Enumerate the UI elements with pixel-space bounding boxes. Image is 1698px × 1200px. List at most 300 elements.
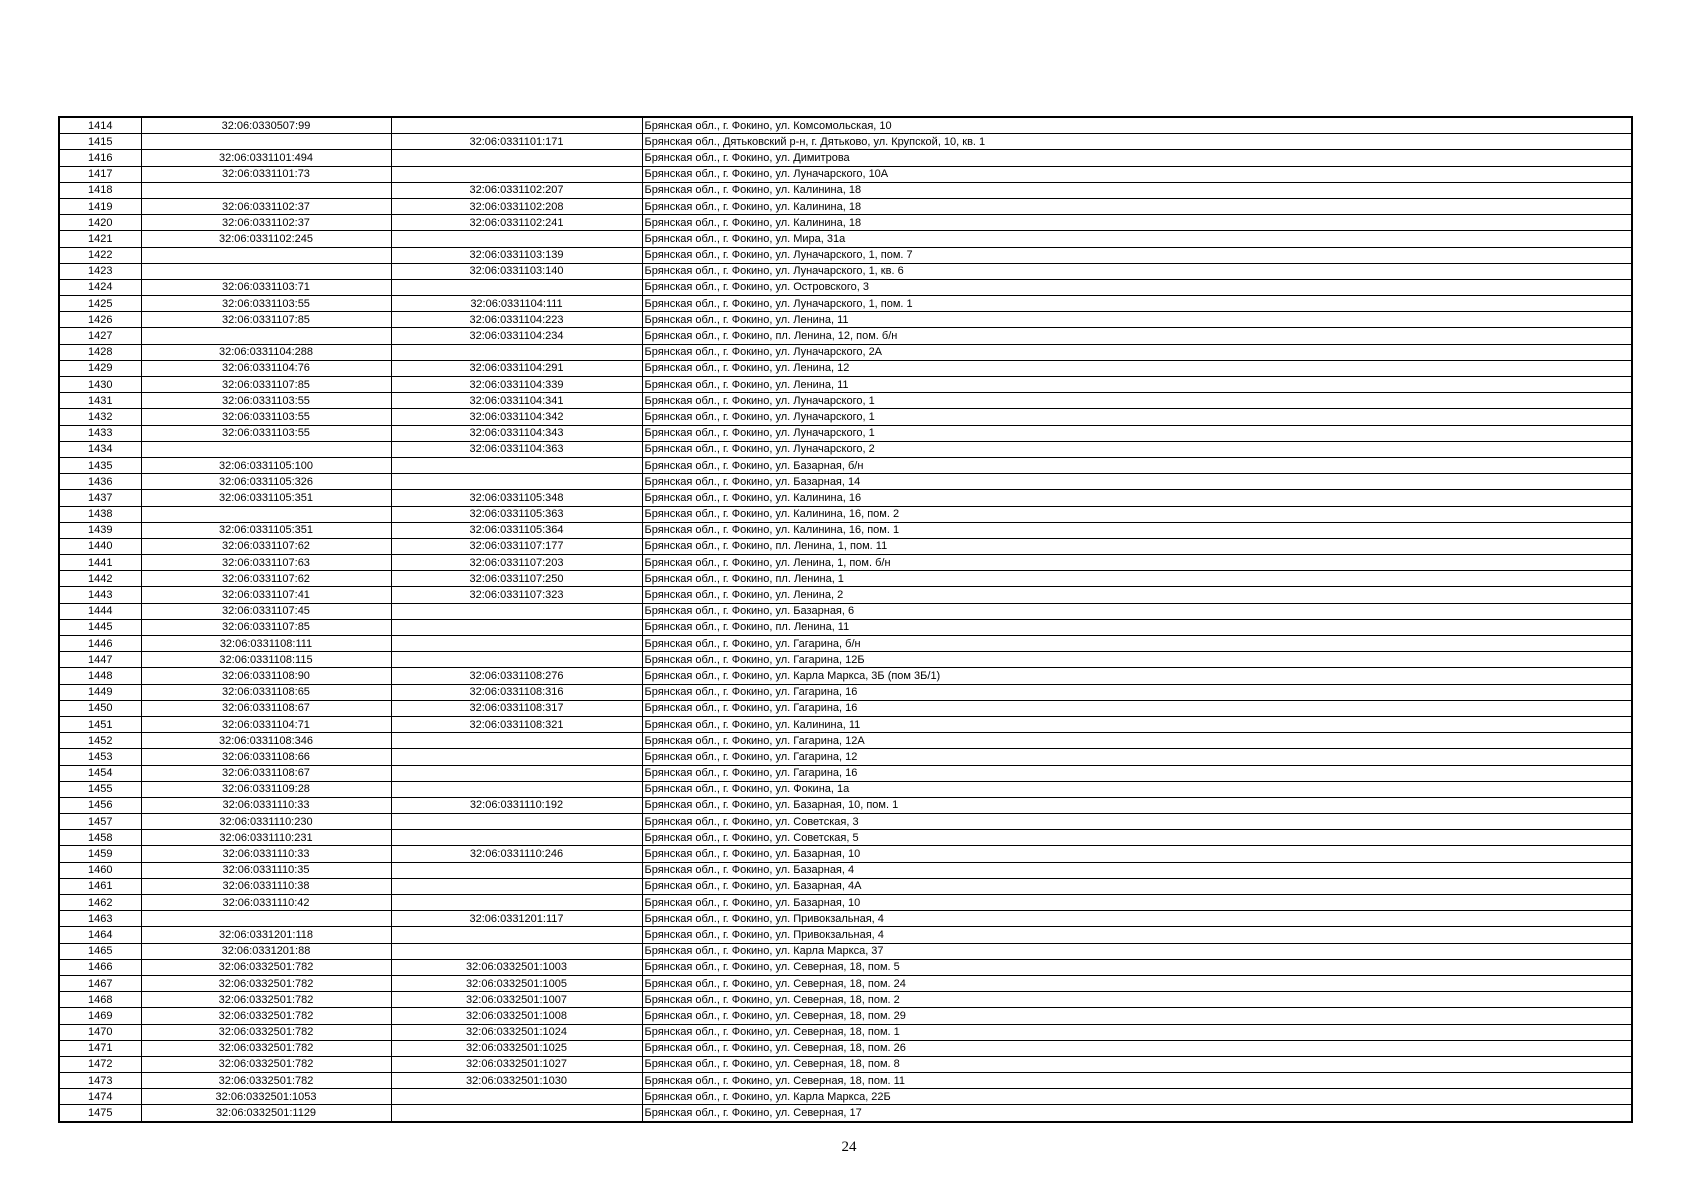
parcel-number-cell: 32:06:0332501:782	[141, 1008, 391, 1024]
table-row	[59, 490, 1632, 506]
object-number-cell: 32:06:0331104:339	[391, 377, 642, 393]
object-number-cell: 32:06:0331107:203	[391, 555, 642, 571]
object-number-cell: 32:06:0331104:342	[391, 409, 642, 425]
parcel-number-cell	[141, 441, 391, 457]
address-cell: Брянская обл., г. Фокино, ул. Калинина, 18	[642, 215, 1632, 231]
parcel-number-cell: 32:06:0331107:85	[141, 377, 391, 393]
object-number-cell: 32:06:0332501:1024	[391, 1024, 642, 1040]
row-number-cell: 1452	[59, 733, 141, 749]
parcel-number-cell: 32:06:0331101:73	[141, 166, 391, 182]
table-row	[59, 684, 1632, 700]
table-row	[59, 150, 1632, 166]
row-number-cell: 1447	[59, 652, 141, 668]
parcel-number-cell: 32:06:0331110:33	[141, 797, 391, 813]
row-number-cell: 1453	[59, 749, 141, 765]
address-cell: Брянская обл., г. Фокино, ул. Ленина, 1, пом. б/н	[642, 555, 1632, 571]
object-number-cell: 32:06:0331104:363	[391, 441, 642, 457]
table-row	[59, 344, 1632, 360]
address-cell: Брянская обл., г. Фокино, ул. Гагарина, б/н	[642, 636, 1632, 652]
table-row	[59, 1105, 1632, 1122]
parcel-number-cell	[141, 134, 391, 150]
object-number-cell	[391, 878, 642, 894]
object-number-cell: 32:06:0332501:1025	[391, 1040, 642, 1056]
table-row	[59, 975, 1632, 991]
table-row	[59, 134, 1632, 150]
object-number-cell	[391, 927, 642, 943]
object-number-cell	[391, 636, 642, 652]
table-row	[59, 393, 1632, 409]
object-number-cell: 32:06:0331110:246	[391, 846, 642, 862]
row-number-cell: 1451	[59, 716, 141, 732]
row-number-cell: 1434	[59, 441, 141, 457]
address-cell: Брянская обл., г. Фокино, ул. Гагарина, 12А	[642, 733, 1632, 749]
row-number-cell: 1449	[59, 684, 141, 700]
row-number-cell: 1415	[59, 134, 141, 150]
row-number-cell: 1432	[59, 409, 141, 425]
parcel-number-cell: 32:06:0331110:35	[141, 862, 391, 878]
object-number-cell: 32:06:0332501:1027	[391, 1056, 642, 1072]
parcel-number-cell: 32:06:0331107:62	[141, 538, 391, 554]
parcel-number-cell: 32:06:0331104:76	[141, 360, 391, 376]
address-cell: Брянская обл., г. Фокино, ул. Северная, 17	[642, 1105, 1632, 1122]
parcel-number-cell: 32:06:0331110:42	[141, 895, 391, 911]
object-number-cell: 32:06:0331108:276	[391, 668, 642, 684]
table-row	[59, 765, 1632, 781]
row-number-cell: 1427	[59, 328, 141, 344]
parcel-number-cell: 32:06:0332501:1053	[141, 1089, 391, 1105]
object-number-cell	[391, 1089, 642, 1105]
parcel-number-cell: 32:06:0332501:782	[141, 959, 391, 975]
address-cell: Брянская обл., г. Фокино, ул. Луначарского, 1, пом. 1	[642, 296, 1632, 312]
parcel-number-cell: 32:06:0331104:71	[141, 716, 391, 732]
row-number-cell: 1414	[59, 117, 141, 134]
row-number-cell: 1430	[59, 377, 141, 393]
table-row	[59, 441, 1632, 457]
table-row	[59, 1089, 1632, 1105]
table-row	[59, 1040, 1632, 1056]
address-cell: Брянская обл., г. Фокино, ул. Базарная, 10	[642, 846, 1632, 862]
object-number-cell: 32:06:0331104:234	[391, 328, 642, 344]
parcel-number-cell: 32:06:0331104:288	[141, 344, 391, 360]
table-row	[59, 911, 1632, 927]
table-row	[59, 247, 1632, 263]
parcel-number-cell: 32:06:0331103:55	[141, 393, 391, 409]
table-row	[59, 555, 1632, 571]
row-number-cell: 1440	[59, 538, 141, 554]
row-number-cell: 1439	[59, 522, 141, 538]
address-cell: Брянская обл., г. Фокино, ул. Карла Маркса, 3Б (пом 3Б/1)	[642, 668, 1632, 684]
table-row	[59, 296, 1632, 312]
address-cell: Брянская обл., г. Фокино, ул. Луначарского, 1	[642, 393, 1632, 409]
parcel-number-cell: 32:06:0331110:33	[141, 846, 391, 862]
table-row	[59, 895, 1632, 911]
table-row	[59, 781, 1632, 797]
address-cell: Брянская обл., г. Фокино, ул. Базарная, б/н	[642, 457, 1632, 473]
address-cell: Брянская обл., г. Фокино, ул. Северная, 18, пом. 26	[642, 1040, 1632, 1056]
address-cell: Брянская обл., г. Фокино, ул. Карла Маркса, 22Б	[642, 1089, 1632, 1105]
row-number-cell: 1456	[59, 797, 141, 813]
object-number-cell: 32:06:0331108:316	[391, 684, 642, 700]
row-number-cell: 1426	[59, 312, 141, 328]
address-cell: Брянская обл., г. Фокино, ул. Привокзальная, 4	[642, 927, 1632, 943]
address-cell: Брянская обл., г. Фокино, ул. Фокина, 1а	[642, 781, 1632, 797]
address-cell: Брянская обл., г. Фокино, ул. Луначарского, 1, кв. 6	[642, 263, 1632, 279]
object-number-cell: 32:06:0331103:140	[391, 263, 642, 279]
object-number-cell: 32:06:0331107:323	[391, 587, 642, 603]
parcel-number-cell: 32:06:0332501:782	[141, 975, 391, 991]
table-row	[59, 474, 1632, 490]
row-number-cell: 1425	[59, 296, 141, 312]
object-number-cell	[391, 231, 642, 247]
parcel-number-cell: 32:06:0331107:62	[141, 571, 391, 587]
address-cell: Брянская обл., г. Фокино, ул. Калинина, 16, пом. 2	[642, 506, 1632, 522]
object-number-cell: 32:06:0331102:208	[391, 198, 642, 214]
row-number-cell: 1454	[59, 765, 141, 781]
table-row	[59, 215, 1632, 231]
address-cell: Брянская обл., г. Фокино, ул. Гагарина, 12Б	[642, 652, 1632, 668]
table-row	[59, 571, 1632, 587]
address-cell: Брянская обл., г. Фокино, ул. Базарная, 6	[642, 603, 1632, 619]
object-number-cell: 32:06:0332501:1007	[391, 992, 642, 1008]
parcel-number-cell: 32:06:0331110:231	[141, 830, 391, 846]
row-number-cell: 1421	[59, 231, 141, 247]
row-number-cell: 1464	[59, 927, 141, 943]
table-row	[59, 522, 1632, 538]
table-row	[59, 878, 1632, 894]
table-row	[59, 328, 1632, 344]
row-number-cell: 1462	[59, 895, 141, 911]
address-cell: Брянская обл., г. Фокино, ул. Луначарского, 2	[642, 441, 1632, 457]
row-number-cell: 1468	[59, 992, 141, 1008]
table-row	[59, 425, 1632, 441]
address-cell: Брянская обл., г. Фокино, ул. Северная, 18, пом. 2	[642, 992, 1632, 1008]
address-cell: Брянская обл., г. Фокино, ул. Северная, 18, пом. 1	[642, 1024, 1632, 1040]
object-number-cell: 32:06:0331104:223	[391, 312, 642, 328]
table-row	[59, 1024, 1632, 1040]
table-row	[59, 263, 1632, 279]
row-number-cell: 1446	[59, 636, 141, 652]
table-row	[59, 1008, 1632, 1024]
parcel-number-cell: 32:06:0331107:85	[141, 312, 391, 328]
address-cell: Брянская обл., г. Фокино, ул. Ленина, 11	[642, 377, 1632, 393]
row-number-cell: 1472	[59, 1056, 141, 1072]
parcel-number-cell: 32:06:0331101:494	[141, 150, 391, 166]
row-number-cell: 1463	[59, 911, 141, 927]
row-number-cell: 1470	[59, 1024, 141, 1040]
row-number-cell: 1458	[59, 830, 141, 846]
row-number-cell: 1418	[59, 182, 141, 198]
object-number-cell: 32:06:0331105:363	[391, 506, 642, 522]
row-number-cell: 1443	[59, 587, 141, 603]
table-row	[59, 668, 1632, 684]
parcel-number-cell: 32:06:0331102:37	[141, 215, 391, 231]
address-cell: Брянская обл., г. Фокино, пл. Ленина, 1	[642, 571, 1632, 587]
address-cell: Брянская обл., г. Фокино, ул. Гагарина, 16	[642, 700, 1632, 716]
parcel-number-cell	[141, 263, 391, 279]
parcel-number-cell	[141, 328, 391, 344]
row-number-cell: 1474	[59, 1089, 141, 1105]
address-cell: Брянская обл., г. Фокино, ул. Гагарина, 16	[642, 684, 1632, 700]
object-number-cell	[391, 117, 642, 134]
parcel-number-cell: 32:06:0331108:67	[141, 765, 391, 781]
row-number-cell: 1437	[59, 490, 141, 506]
object-number-cell: 32:06:0331104:343	[391, 425, 642, 441]
table-row	[59, 279, 1632, 295]
object-number-cell: 32:06:0331104:341	[391, 393, 642, 409]
table-row	[59, 846, 1632, 862]
address-cell: Брянская обл., г. Фокино, ул. Луначарского, 2А	[642, 344, 1632, 360]
address-cell: Брянская обл., г. Фокино, ул. Привокзальная, 4	[642, 911, 1632, 927]
row-number-cell: 1457	[59, 814, 141, 830]
row-number-cell: 1419	[59, 198, 141, 214]
parcel-number-cell: 32:06:0331201:88	[141, 943, 391, 959]
parcel-number-cell: 32:06:0331102:37	[141, 198, 391, 214]
parcel-number-cell: 32:06:0331105:351	[141, 522, 391, 538]
registry-table-body	[59, 117, 1632, 1122]
table-row	[59, 587, 1632, 603]
object-number-cell: 32:06:0331108:317	[391, 700, 642, 716]
row-number-cell: 1450	[59, 700, 141, 716]
object-number-cell	[391, 457, 642, 473]
table-row	[59, 231, 1632, 247]
object-number-cell: 32:06:0332501:1003	[391, 959, 642, 975]
address-cell: Брянская обл., г. Фокино, ул. Мира, 31а	[642, 231, 1632, 247]
address-cell: Брянская обл., г. Фокино, ул. Луначарского, 10А	[642, 166, 1632, 182]
table-row	[59, 198, 1632, 214]
parcel-number-cell: 32:06:0331105:351	[141, 490, 391, 506]
parcel-number-cell: 32:06:0331108:115	[141, 652, 391, 668]
row-number-cell: 1436	[59, 474, 141, 490]
address-cell: Брянская обл., г. Фокино, ул. Луначарского, 1	[642, 409, 1632, 425]
parcel-number-cell: 32:06:0331108:66	[141, 749, 391, 765]
object-number-cell: 32:06:0331105:348	[391, 490, 642, 506]
address-cell: Брянская обл., г. Фокино, ул. Калинина, 16	[642, 490, 1632, 506]
address-cell: Брянская обл., г. Фокино, ул. Базарная, 4	[642, 862, 1632, 878]
object-number-cell: 32:06:0331104:111	[391, 296, 642, 312]
parcel-number-cell: 32:06:0331105:100	[141, 457, 391, 473]
address-cell: Брянская обл., г. Фокино, ул. Ленина, 2	[642, 587, 1632, 603]
object-number-cell: 32:06:0331103:139	[391, 247, 642, 263]
address-cell: Брянская обл., г. Фокино, ул. Калинина, 18	[642, 182, 1632, 198]
parcel-number-cell: 32:06:0331108:90	[141, 668, 391, 684]
object-number-cell: 32:06:0332501:1030	[391, 1073, 642, 1089]
parcel-number-cell: 32:06:0331105:326	[141, 474, 391, 490]
parcel-number-cell: 32:06:0331201:118	[141, 927, 391, 943]
row-number-cell: 1448	[59, 668, 141, 684]
table-row	[59, 182, 1632, 198]
table-row	[59, 377, 1632, 393]
address-cell: Брянская обл., г. Фокино, ул. Северная, 18, пом. 24	[642, 975, 1632, 991]
parcel-number-cell: 32:06:0331107:45	[141, 603, 391, 619]
object-number-cell	[391, 619, 642, 635]
object-number-cell: 32:06:0332501:1008	[391, 1008, 642, 1024]
parcel-number-cell	[141, 182, 391, 198]
table-row	[59, 506, 1632, 522]
object-number-cell	[391, 279, 642, 295]
object-number-cell	[391, 474, 642, 490]
object-number-cell	[391, 749, 642, 765]
address-cell: Брянская обл., г. Фокино, ул. Луначарского, 1, пом. 7	[642, 247, 1632, 263]
row-number-cell: 1473	[59, 1073, 141, 1089]
address-cell: Брянская обл., г. Фокино, ул. Советская, 3	[642, 814, 1632, 830]
object-number-cell	[391, 830, 642, 846]
table-row	[59, 636, 1632, 652]
row-number-cell: 1423	[59, 263, 141, 279]
row-number-cell: 1459	[59, 846, 141, 862]
object-number-cell	[391, 652, 642, 668]
object-number-cell: 32:06:0331107:250	[391, 571, 642, 587]
address-cell: Брянская обл., г. Фокино, ул. Северная, 18, пом. 11	[642, 1073, 1632, 1089]
row-number-cell: 1466	[59, 959, 141, 975]
page-number: 24	[841, 1139, 857, 1155]
address-cell: Брянская обл., г. Фокино, ул. Димитрова	[642, 150, 1632, 166]
address-cell: Брянская обл., г. Фокино, пл. Ленина, 12, пом. б/н	[642, 328, 1632, 344]
parcel-number-cell: 32:06:0331107:63	[141, 555, 391, 571]
parcel-number-cell: 32:06:0331108:346	[141, 733, 391, 749]
parcel-number-cell	[141, 506, 391, 522]
parcel-number-cell: 32:06:0331108:67	[141, 700, 391, 716]
table-row	[59, 619, 1632, 635]
table-row	[59, 166, 1632, 182]
address-cell: Брянская обл., г. Фокино, ул. Луначарского, 1	[642, 425, 1632, 441]
object-number-cell	[391, 781, 642, 797]
parcel-number-cell	[141, 247, 391, 263]
row-number-cell: 1428	[59, 344, 141, 360]
row-number-cell: 1455	[59, 781, 141, 797]
object-number-cell: 32:06:0331201:117	[391, 911, 642, 927]
table-row	[59, 797, 1632, 813]
parcel-number-cell: 32:06:0331110:38	[141, 878, 391, 894]
object-number-cell	[391, 166, 642, 182]
address-cell: Брянская обл., г. Фокино, ул. Северная, 18, пом. 8	[642, 1056, 1632, 1072]
parcel-number-cell: 32:06:0332501:782	[141, 1024, 391, 1040]
row-number-cell: 1417	[59, 166, 141, 182]
address-cell: Брянская обл., г. Фокино, ул. Базарная, 10, пом. 1	[642, 797, 1632, 813]
address-cell: Брянская обл., г. Фокино, пл. Ленина, 11	[642, 619, 1632, 635]
row-number-cell: 1431	[59, 393, 141, 409]
object-number-cell	[391, 1105, 642, 1122]
table-row	[59, 959, 1632, 975]
address-cell: Брянская обл., г. Фокино, ул. Островского, 3	[642, 279, 1632, 295]
object-number-cell	[391, 603, 642, 619]
parcel-number-cell: 32:06:0331107:41	[141, 587, 391, 603]
registry-table	[58, 116, 1633, 1123]
row-number-cell: 1438	[59, 506, 141, 522]
table-row	[59, 830, 1632, 846]
row-number-cell: 1445	[59, 619, 141, 635]
row-number-cell: 1424	[59, 279, 141, 295]
object-number-cell: 32:06:0331102:241	[391, 215, 642, 231]
address-cell: Брянская обл., г. Фокино, ул. Калинина, 16, пом. 1	[642, 522, 1632, 538]
table-row	[59, 943, 1632, 959]
address-cell: Брянская обл., г. Фокино, ул. Северная, 18, пом. 29	[642, 1008, 1632, 1024]
table-row	[59, 733, 1632, 749]
parcel-number-cell: 32:06:0332501:782	[141, 1056, 391, 1072]
table-row	[59, 927, 1632, 943]
table-row	[59, 716, 1632, 732]
parcel-number-cell: 32:06:0331108:65	[141, 684, 391, 700]
address-cell: Брянская обл., г. Фокино, ул. Калинина, 18	[642, 198, 1632, 214]
row-number-cell: 1461	[59, 878, 141, 894]
table-row	[59, 700, 1632, 716]
table-row	[59, 117, 1632, 134]
object-number-cell	[391, 943, 642, 959]
object-number-cell: 32:06:0331108:321	[391, 716, 642, 732]
address-cell: Брянская обл., г. Фокино, ул. Гагарина, 16	[642, 765, 1632, 781]
address-cell: Брянская обл., г. Фокино, ул. Базарная, 4А	[642, 878, 1632, 894]
row-number-cell: 1441	[59, 555, 141, 571]
parcel-number-cell: 32:06:0331103:55	[141, 425, 391, 441]
row-number-cell: 1420	[59, 215, 141, 231]
address-cell: Брянская обл., г. Фокино, ул. Карла Маркса, 37	[642, 943, 1632, 959]
parcel-number-cell: 32:06:0331103:71	[141, 279, 391, 295]
table-row	[59, 814, 1632, 830]
table-row	[59, 312, 1632, 328]
address-cell: Брянская обл., г. Фокино, ул. Ленина, 12	[642, 360, 1632, 376]
address-cell: Брянская обл., г. Фокино, ул. Гагарина, 12	[642, 749, 1632, 765]
address-cell: Брянская обл., г. Фокино, ул. Комсомольская, 10	[642, 117, 1632, 134]
row-number-cell: 1429	[59, 360, 141, 376]
parcel-number-cell: 32:06:0332501:782	[141, 1040, 391, 1056]
row-number-cell: 1460	[59, 862, 141, 878]
object-number-cell: 32:06:0331101:171	[391, 134, 642, 150]
object-number-cell	[391, 895, 642, 911]
row-number-cell: 1471	[59, 1040, 141, 1056]
object-number-cell	[391, 344, 642, 360]
row-number-cell: 1469	[59, 1008, 141, 1024]
parcel-number-cell: 32:06:0331110:230	[141, 814, 391, 830]
address-cell: Брянская обл., г. Фокино, ул. Калинина, 11	[642, 716, 1632, 732]
table-row	[59, 409, 1632, 425]
table-row	[59, 862, 1632, 878]
parcel-number-cell: 32:06:0332501:782	[141, 992, 391, 1008]
object-number-cell: 32:06:0331110:192	[391, 797, 642, 813]
address-cell: Брянская обл., г. Фокино, ул. Ленина, 11	[642, 312, 1632, 328]
row-number-cell: 1435	[59, 457, 141, 473]
table-row	[59, 1056, 1632, 1072]
address-cell: Брянская обл., г. Фокино, ул. Базарная, 14	[642, 474, 1632, 490]
object-number-cell	[391, 733, 642, 749]
table-row	[59, 538, 1632, 554]
table-row	[59, 457, 1632, 473]
row-number-cell: 1416	[59, 150, 141, 166]
table-row	[59, 1073, 1632, 1089]
parcel-number-cell: 32:06:0332501:1129	[141, 1105, 391, 1122]
parcel-number-cell: 32:06:0331108:111	[141, 636, 391, 652]
parcel-number-cell: 32:06:0331102:245	[141, 231, 391, 247]
row-number-cell: 1422	[59, 247, 141, 263]
table-row	[59, 603, 1632, 619]
row-number-cell: 1444	[59, 603, 141, 619]
parcel-number-cell: 32:06:0331103:55	[141, 296, 391, 312]
parcel-number-cell	[141, 911, 391, 927]
address-cell: Брянская обл., г. Фокино, ул. Советская, 5	[642, 830, 1632, 846]
object-number-cell: 32:06:0331102:207	[391, 182, 642, 198]
row-number-cell: 1467	[59, 975, 141, 991]
row-number-cell: 1475	[59, 1105, 141, 1122]
row-number-cell: 1465	[59, 943, 141, 959]
address-cell: Брянская обл., г. Фокино, ул. Базарная, 10	[642, 895, 1632, 911]
address-cell: Брянская обл., г. Фокино, ул. Северная, 18, пом. 5	[642, 959, 1632, 975]
row-number-cell: 1433	[59, 425, 141, 441]
table-row	[59, 652, 1632, 668]
object-number-cell	[391, 814, 642, 830]
address-cell: Брянская обл., г. Фокино, пл. Ленина, 1, пом. 11	[642, 538, 1632, 554]
row-number-cell: 1442	[59, 571, 141, 587]
table-row	[59, 749, 1632, 765]
parcel-number-cell: 32:06:0332501:782	[141, 1073, 391, 1089]
parcel-number-cell: 32:06:0331107:85	[141, 619, 391, 635]
